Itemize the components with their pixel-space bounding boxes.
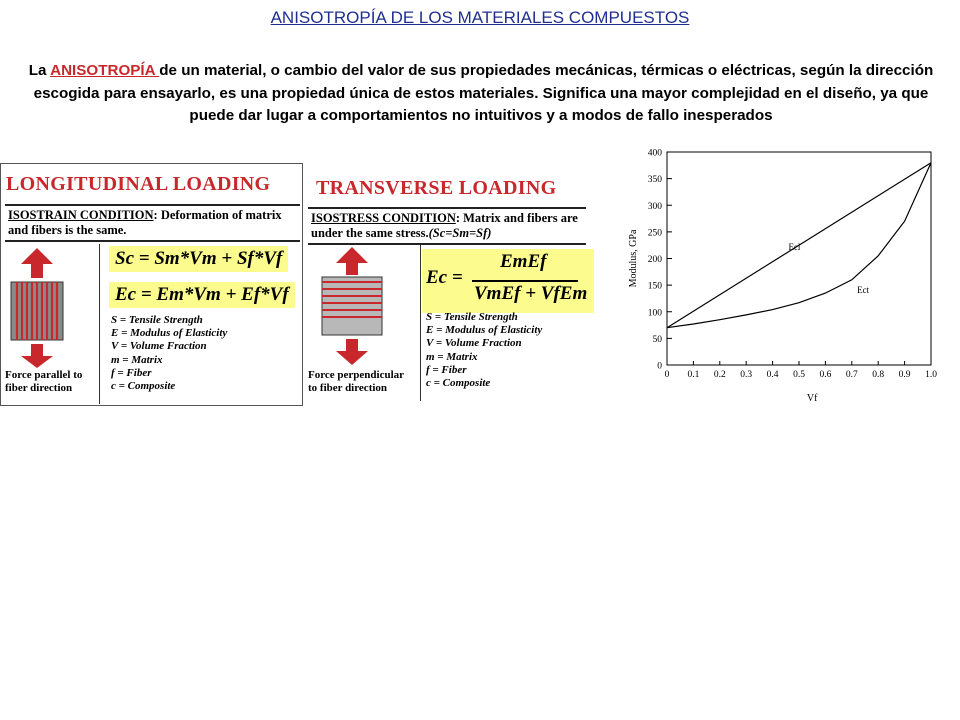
x-tick-label: 1.0 <box>925 370 937 380</box>
intro-paragraph <box>22 60 940 128</box>
y-tick-label: 300 <box>647 201 662 212</box>
y-tick-label: 100 <box>647 308 662 319</box>
isostress-condition <box>308 207 586 245</box>
isostrain-text: : Deformation of matrix and fibers is the same. <box>8 208 282 237</box>
intro-text: de un material, o cambio del valor de sus propiedades mecánicas, térmicas o eléctricas, según la dirección escogida para ensayarlo, es una propiedad única de estos materiales. Significa una mayor complejidad en el diseño, ya que puede dar lugar a comportamientos no intuitivos y a modos de fallo inesperados <box>33 62 934 124</box>
formula-modulus-longitudinal: Ec = Em*Vm + Ef*Vf <box>109 282 295 308</box>
series-label-ect: Ect <box>857 285 870 296</box>
isostress-label: ISOSTRESS CONDITION <box>311 211 456 225</box>
y-tick-label: 400 <box>647 148 662 159</box>
x-tick-label: 0.7 <box>845 370 858 380</box>
formula-lhs: Ec = <box>426 267 463 288</box>
y-tick-label: 250 <box>647 228 662 239</box>
longitudinal-diagram <box>5 248 95 368</box>
formula-denominator: VmEf + VfEm <box>474 283 588 304</box>
transverse-caption: Force perpendicular to fiber direction <box>308 369 405 394</box>
fibers-vertical <box>17 282 57 340</box>
x-tick-label: 0.2 <box>713 370 726 380</box>
anisotropia-link[interactable]: ANISOTROPÍA <box>50 62 160 79</box>
x-tick-label: 0.6 <box>819 370 832 380</box>
arrow-down-icon <box>336 339 368 365</box>
modulus-chart <box>614 140 944 410</box>
y-tick-label: 0 <box>657 361 662 372</box>
series-label-ecl: Ecl <box>788 241 801 252</box>
longitudinal-loading-panel <box>0 163 303 406</box>
y-axis-label: Modulus, GPa <box>628 229 639 288</box>
formula-strength-longitudinal: Sc = Sm*Vm + Sf*Vf <box>109 246 288 272</box>
page-title: ANISOTROPÍA DE LOS MATERIALES COMPUESTOS <box>270 8 690 27</box>
fraction-bar <box>472 280 578 282</box>
longitudinal-legend: S = Tensile Strength E = Modulus of Elasticity V = Volume Fraction m = Matrix f = Fiber c = Composite <box>111 314 228 393</box>
longitudinal-title: LONGITUDINAL LOADING <box>6 173 271 195</box>
isostress-text: : Matrix and fibers are under the same stress. <box>311 211 578 240</box>
x-tick-label: 0.1 <box>687 370 700 380</box>
isostrain-condition <box>5 204 300 242</box>
transverse-diagram <box>314 247 394 367</box>
y-tick-label: 350 <box>647 175 662 186</box>
x-tick-label: 0.5 <box>793 370 805 380</box>
arrow-up-icon <box>21 248 53 278</box>
y-tick-label: 200 <box>647 255 662 265</box>
divider <box>420 245 421 401</box>
x-tick-label: 0 <box>664 370 670 380</box>
formula-modulus-transverse <box>422 249 594 313</box>
transverse-loading-panel <box>306 175 593 401</box>
divider <box>99 244 100 404</box>
intro-prefix: La <box>28 62 51 79</box>
isostress-equation: (Sc=Sm=Sf) <box>428 226 492 240</box>
x-tick-label: 0.3 <box>740 370 753 380</box>
y-tick-label: 150 <box>647 281 662 292</box>
arrow-up-icon <box>336 247 368 275</box>
composite-block <box>322 277 382 335</box>
x-tick-label: 0.4 <box>766 370 779 380</box>
x-tick-label: 0.9 <box>898 370 911 380</box>
formula-numerator: EmEf <box>500 251 547 272</box>
transverse-legend: S = Tensile Strength E = Modulus of Elasticity V = Volume Fraction m = Matrix f = Fiber c = Composite <box>426 311 543 390</box>
arrow-down-icon <box>21 344 53 368</box>
x-tick-label: 0.8 <box>872 370 885 380</box>
x-axis-label: Vf <box>806 393 818 404</box>
isostrain-label: ISOSTRAIN CONDITION <box>8 208 154 222</box>
plot-frame <box>667 152 931 365</box>
longitudinal-caption: Force parallel to fiber direction <box>5 369 83 394</box>
transverse-title: TRANSVERSE LOADING <box>316 177 557 199</box>
y-tick-label: 50 <box>652 334 662 345</box>
